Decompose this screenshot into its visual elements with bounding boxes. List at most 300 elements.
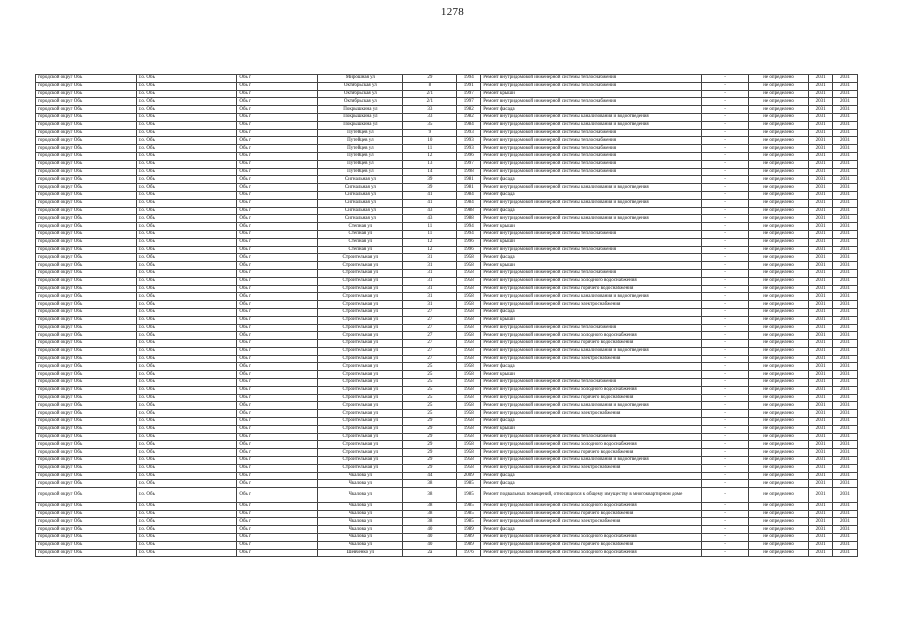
- status-cell: не определено: [748, 433, 808, 441]
- house-number-cell: 31: [403, 262, 457, 270]
- municipality-cell: г.о. Обь: [136, 230, 237, 238]
- year-cell: 1982: [457, 113, 481, 121]
- work-type-cell: Ремонт фасада: [481, 207, 702, 215]
- district-cell: городской округ Обь: [36, 168, 137, 176]
- cost-cell: -: [702, 191, 749, 199]
- house-number-cell: 41: [403, 199, 457, 207]
- year-to-cell: 2031: [833, 480, 858, 488]
- cost-cell: -: [702, 301, 749, 309]
- street-cell: Строительная ул: [318, 285, 403, 293]
- year-to-cell: 2031: [833, 549, 858, 557]
- district-cell: городской округ Обь: [36, 113, 137, 121]
- year-to-cell: 2031: [833, 340, 858, 348]
- district-cell: городской округ Обь: [36, 207, 137, 215]
- work-type-cell: Ремонт крыши: [481, 223, 702, 231]
- year-cell: 1997: [457, 90, 481, 98]
- house-number-cell: 31: [403, 293, 457, 301]
- district-cell: городской округ Обь: [36, 534, 137, 542]
- municipality-cell: г.о. Обь: [136, 347, 237, 355]
- year-from-cell: 2031: [809, 230, 833, 238]
- house-number-cell: 27: [403, 324, 457, 332]
- district-cell: городской округ Обь: [36, 394, 137, 402]
- year-cell: 1958: [457, 433, 481, 441]
- table-row: [36, 129, 858, 137]
- year-to-cell: 2031: [833, 371, 858, 379]
- year-cell: 1985: [457, 510, 481, 518]
- street-cell: Строительная ул: [318, 269, 403, 277]
- table-row: [36, 549, 858, 557]
- year-to-cell: 2031: [833, 410, 858, 418]
- table-row: [36, 176, 858, 184]
- table-row: [36, 480, 858, 488]
- year-from-cell: 2031: [809, 277, 833, 285]
- table-row: [36, 449, 858, 457]
- settlement-cell: Обь г: [237, 518, 318, 526]
- table-row: [36, 394, 858, 402]
- municipality-cell: г.о. Обь: [136, 152, 237, 160]
- status-cell: не определено: [748, 472, 808, 480]
- street-cell: Шевченко ул: [318, 549, 403, 557]
- settlement-cell: Обь г: [237, 199, 318, 207]
- street-cell: Степная ул: [318, 223, 403, 231]
- cost-cell: -: [702, 418, 749, 426]
- municipality-cell: г.о. Обь: [136, 457, 237, 465]
- municipality-cell: г.о. Обь: [136, 98, 237, 106]
- year-cell: 1985: [457, 480, 481, 488]
- year-cell: 1958: [457, 316, 481, 324]
- status-cell: не определено: [748, 332, 808, 340]
- year-cell: 1958: [457, 355, 481, 363]
- district-cell: городской округ Обь: [36, 502, 137, 510]
- year-from-cell: 2031: [809, 518, 833, 526]
- street-cell: Сигнальная ул: [318, 184, 403, 192]
- house-number-cell: 31: [403, 254, 457, 262]
- settlement-cell: Обь г: [237, 82, 318, 90]
- settlement-cell: Обь г: [237, 223, 318, 231]
- house-number-cell: 38: [403, 480, 457, 488]
- district-cell: городской округ Обь: [36, 472, 137, 480]
- municipality-cell: г.о. Обь: [136, 340, 237, 348]
- house-number-cell: 27: [403, 355, 457, 363]
- house-number-cell: 29: [403, 441, 457, 449]
- settlement-cell: Обь г: [237, 541, 318, 549]
- table-row: [36, 534, 858, 542]
- year-from-cell: 2031: [809, 433, 833, 441]
- cost-cell: -: [702, 285, 749, 293]
- settlement-cell: Обь г: [237, 379, 318, 387]
- street-cell: Октябрьская ул: [318, 90, 403, 98]
- year-cell: 1994: [457, 230, 481, 238]
- year-to-cell: 2031: [833, 191, 858, 199]
- table-row: [36, 340, 858, 348]
- cost-cell: -: [702, 230, 749, 238]
- table-row: [36, 191, 858, 199]
- table-row: [36, 262, 858, 270]
- work-type-cell: Ремонт внутридомовой инженерной системы холодного водоснабжения: [481, 332, 702, 340]
- district-cell: городской округ Обь: [36, 308, 137, 316]
- cost-cell: -: [702, 410, 749, 418]
- work-type-cell: Ремонт внутридомовой инженерной системы горячего водоснабжения: [481, 541, 702, 549]
- year-from-cell: 2031: [809, 534, 833, 542]
- year-to-cell: 2031: [833, 386, 858, 394]
- settlement-cell: Обь г: [237, 363, 318, 371]
- municipality-cell: г.о. Обь: [136, 106, 237, 114]
- work-type-cell: Ремонт внутридомовой инженерной системы теплоснабжения: [481, 246, 702, 254]
- street-cell: Степная ул: [318, 246, 403, 254]
- settlement-cell: Обь г: [237, 534, 318, 542]
- status-cell: не определено: [748, 145, 808, 153]
- table-row: [36, 332, 858, 340]
- year-cell: 1981: [457, 176, 481, 184]
- table-row: [36, 371, 858, 379]
- work-type-cell: Ремонт подвальных помещений, относящихся к общему имуществу в многоквартирном доме: [481, 488, 702, 503]
- cost-cell: -: [702, 215, 749, 223]
- settlement-cell: Обь г: [237, 75, 318, 83]
- table-row: [36, 238, 858, 246]
- cost-cell: -: [702, 332, 749, 340]
- cost-cell: -: [702, 75, 749, 83]
- street-cell: Сигнальная ул: [318, 207, 403, 215]
- table-row: [36, 355, 858, 363]
- municipality-cell: г.о. Обь: [136, 379, 237, 387]
- year-from-cell: 2031: [809, 207, 833, 215]
- year-to-cell: 2031: [833, 510, 858, 518]
- house-number-cell: 31: [403, 301, 457, 309]
- work-type-cell: Ремонт внутридомовой инженерной системы канализования и водоотведения: [481, 184, 702, 192]
- table-row: [36, 433, 858, 441]
- status-cell: не определено: [748, 82, 808, 90]
- municipality-cell: г.о. Обь: [136, 262, 237, 270]
- year-from-cell: 2031: [809, 549, 833, 557]
- district-cell: городской округ Обь: [36, 262, 137, 270]
- district-cell: городской округ Обь: [36, 402, 137, 410]
- year-to-cell: 2031: [833, 176, 858, 184]
- work-type-cell: Ремонт внутридомовой инженерной системы канализования и водоотведения: [481, 347, 702, 355]
- cost-cell: -: [702, 254, 749, 262]
- table-row: [36, 106, 858, 114]
- year-from-cell: 2031: [809, 293, 833, 301]
- district-cell: городской округ Обь: [36, 379, 137, 387]
- status-cell: не определено: [748, 316, 808, 324]
- year-to-cell: 2031: [833, 223, 858, 231]
- year-to-cell: 2031: [833, 394, 858, 402]
- year-cell: 1958: [457, 410, 481, 418]
- house-number-cell: 40: [403, 534, 457, 542]
- table-row: [36, 418, 858, 426]
- work-type-cell: Ремонт фасада: [481, 418, 702, 426]
- year-from-cell: 2031: [809, 449, 833, 457]
- year-from-cell: 2031: [809, 394, 833, 402]
- municipality-cell: г.о. Обь: [136, 510, 237, 518]
- municipality-cell: г.о. Обь: [136, 207, 237, 215]
- year-from-cell: 2031: [809, 425, 833, 433]
- year-from-cell: 2031: [809, 363, 833, 371]
- municipality-cell: г.о. Обь: [136, 238, 237, 246]
- table-row: [36, 502, 858, 510]
- house-number-cell: 10: [403, 137, 457, 145]
- street-cell: Сигнальная ул: [318, 215, 403, 223]
- year-cell: 1985: [457, 488, 481, 503]
- table-row: [36, 526, 858, 534]
- year-from-cell: 2031: [809, 418, 833, 426]
- year-cell: 1994: [457, 75, 481, 83]
- year-from-cell: 2031: [809, 82, 833, 90]
- settlement-cell: Обь г: [237, 324, 318, 332]
- settlement-cell: Обь г: [237, 106, 318, 114]
- house-number-cell: 25: [403, 371, 457, 379]
- district-cell: городской округ Обь: [36, 549, 137, 557]
- settlement-cell: Обь г: [237, 332, 318, 340]
- work-type-cell: Ремонт внутридомовой инженерной системы теплоснабжения: [481, 324, 702, 332]
- district-cell: городской округ Обь: [36, 464, 137, 472]
- settlement-cell: Обь г: [237, 402, 318, 410]
- year-from-cell: 2031: [809, 145, 833, 153]
- house-number-cell: 25: [403, 379, 457, 387]
- settlement-cell: Обь г: [237, 449, 318, 457]
- settlement-cell: Обь г: [237, 238, 318, 246]
- status-cell: не определено: [748, 191, 808, 199]
- year-from-cell: 2031: [809, 347, 833, 355]
- street-cell: Путейцев ул: [318, 129, 403, 137]
- municipality-cell: г.о. Обь: [136, 363, 237, 371]
- district-cell: городской округ Обь: [36, 371, 137, 379]
- house-number-cell: 27: [403, 316, 457, 324]
- street-cell: Строительная ул: [318, 308, 403, 316]
- house-number-cell: 25: [403, 394, 457, 402]
- house-number-cell: 40: [403, 526, 457, 534]
- work-type-cell: Ремонт внутридомовой инженерной системы горячего водоснабжения: [481, 340, 702, 348]
- cost-cell: -: [702, 549, 749, 557]
- street-cell: Строительная ул: [318, 332, 403, 340]
- settlement-cell: Обь г: [237, 191, 318, 199]
- status-cell: не определено: [748, 129, 808, 137]
- house-number-cell: 31: [403, 285, 457, 293]
- cost-cell: -: [702, 363, 749, 371]
- year-to-cell: 2031: [833, 488, 858, 503]
- municipality-cell: г.о. Обь: [136, 464, 237, 472]
- year-to-cell: 2031: [833, 541, 858, 549]
- work-type-cell: Ремонт внутридомовой инженерной системы теплоснабжения: [481, 433, 702, 441]
- table-row: [36, 145, 858, 153]
- district-cell: городской округ Обь: [36, 184, 137, 192]
- work-type-cell: Ремонт внутридомовой инженерной системы электроснабжения: [481, 355, 702, 363]
- table-row: [36, 121, 858, 129]
- street-cell: Строительная ул: [318, 433, 403, 441]
- municipality-cell: г.о. Обь: [136, 113, 237, 121]
- year-cell: 1958: [457, 285, 481, 293]
- street-cell: Чкалова ул: [318, 480, 403, 488]
- table-row: [36, 199, 858, 207]
- cost-cell: -: [702, 207, 749, 215]
- street-cell: Покрышкина ул: [318, 106, 403, 114]
- district-cell: городской округ Обь: [36, 316, 137, 324]
- settlement-cell: Обь г: [237, 269, 318, 277]
- table-row: [36, 223, 858, 231]
- cost-cell: -: [702, 488, 749, 503]
- status-cell: не определено: [748, 441, 808, 449]
- status-cell: не определено: [748, 480, 808, 488]
- cost-cell: -: [702, 464, 749, 472]
- house-number-cell: 38: [403, 488, 457, 503]
- status-cell: не определено: [748, 488, 808, 503]
- year-to-cell: 2031: [833, 285, 858, 293]
- status-cell: не определено: [748, 168, 808, 176]
- year-cell: 1989: [457, 541, 481, 549]
- house-number-cell: 27: [403, 308, 457, 316]
- cost-cell: -: [702, 113, 749, 121]
- street-cell: Чкалова ул: [318, 502, 403, 510]
- municipality-cell: г.о. Обь: [136, 129, 237, 137]
- cost-cell: -: [702, 340, 749, 348]
- work-type-cell: Ремонт внутридомовой инженерной системы теплоснабжения: [481, 230, 702, 238]
- year-to-cell: 2031: [833, 355, 858, 363]
- year-from-cell: 2031: [809, 160, 833, 168]
- street-cell: Строительная ул: [318, 301, 403, 309]
- year-cell: 1996: [457, 238, 481, 246]
- street-cell: Покрышкина ул: [318, 121, 403, 129]
- year-from-cell: 2031: [809, 480, 833, 488]
- street-cell: Чкалова ул: [318, 518, 403, 526]
- street-cell: Октябрьская ул: [318, 98, 403, 106]
- work-type-cell: Ремонт фасада: [481, 472, 702, 480]
- year-to-cell: 2031: [833, 152, 858, 160]
- work-type-cell: Ремонт внутридомовой инженерной системы электроснабжения: [481, 464, 702, 472]
- district-cell: городской округ Обь: [36, 425, 137, 433]
- table-row: [36, 207, 858, 215]
- house-number-cell: 33: [403, 113, 457, 121]
- year-to-cell: 2031: [833, 418, 858, 426]
- work-type-cell: Ремонт фасада: [481, 480, 702, 488]
- work-type-cell: Ремонт внутридомовой инженерной системы холодного водоснабжения: [481, 386, 702, 394]
- year-cell: 2009: [457, 472, 481, 480]
- street-cell: Путейцев ул: [318, 160, 403, 168]
- street-cell: Строительная ул: [318, 464, 403, 472]
- year-to-cell: 2031: [833, 254, 858, 262]
- settlement-cell: Обь г: [237, 355, 318, 363]
- district-cell: городской округ Обь: [36, 82, 137, 90]
- year-to-cell: 2031: [833, 363, 858, 371]
- year-cell: 1958: [457, 402, 481, 410]
- cost-cell: -: [702, 152, 749, 160]
- status-cell: не определено: [748, 394, 808, 402]
- year-cell: 1997: [457, 160, 481, 168]
- status-cell: не определено: [748, 293, 808, 301]
- table-row: [36, 113, 858, 121]
- year-cell: 1976: [457, 549, 481, 557]
- status-cell: не определено: [748, 425, 808, 433]
- municipality-cell: г.о. Обь: [136, 246, 237, 254]
- district-cell: городской округ Обь: [36, 129, 137, 137]
- year-cell: 1984: [457, 191, 481, 199]
- settlement-cell: Обь г: [237, 301, 318, 309]
- year-to-cell: 2031: [833, 269, 858, 277]
- year-from-cell: 2031: [809, 75, 833, 83]
- cost-cell: -: [702, 184, 749, 192]
- house-number-cell: 43: [403, 215, 457, 223]
- district-cell: городской округ Обь: [36, 510, 137, 518]
- street-cell: Чкалова ул: [318, 510, 403, 518]
- street-cell: Строительная ул: [318, 340, 403, 348]
- district-cell: городской округ Обь: [36, 363, 137, 371]
- district-cell: городской округ Обь: [36, 199, 137, 207]
- cost-cell: -: [702, 371, 749, 379]
- street-cell: Чкалова ул: [318, 534, 403, 542]
- cost-cell: -: [702, 160, 749, 168]
- cost-cell: -: [702, 510, 749, 518]
- municipality-cell: г.о. Обь: [136, 316, 237, 324]
- year-from-cell: 2031: [809, 106, 833, 114]
- work-type-cell: Ремонт внутридомовой инженерной системы теплоснабжения: [481, 129, 702, 137]
- status-cell: не определено: [748, 262, 808, 270]
- status-cell: не определено: [748, 502, 808, 510]
- year-from-cell: 2031: [809, 488, 833, 503]
- year-to-cell: 2031: [833, 168, 858, 176]
- municipality-cell: г.о. Обь: [136, 402, 237, 410]
- house-number-cell: 38: [403, 502, 457, 510]
- cost-cell: -: [702, 106, 749, 114]
- year-cell: 1958: [457, 277, 481, 285]
- year-to-cell: 2031: [833, 246, 858, 254]
- year-cell: 1993: [457, 137, 481, 145]
- house-number-cell: 2/1: [403, 90, 457, 98]
- year-to-cell: 2031: [833, 324, 858, 332]
- house-number-cell: 31: [403, 269, 457, 277]
- status-cell: не определено: [748, 152, 808, 160]
- settlement-cell: Обь г: [237, 386, 318, 394]
- status-cell: не определено: [748, 324, 808, 332]
- year-cell: 1993: [457, 129, 481, 137]
- settlement-cell: Обь г: [237, 340, 318, 348]
- district-cell: городской округ Обь: [36, 340, 137, 348]
- year-cell: 1985: [457, 502, 481, 510]
- settlement-cell: Обь г: [237, 246, 318, 254]
- year-to-cell: 2031: [833, 121, 858, 129]
- year-cell: 1996: [457, 152, 481, 160]
- municipality-cell: г.о. Обь: [136, 386, 237, 394]
- status-cell: не определено: [748, 363, 808, 371]
- street-cell: Путейцев ул: [318, 145, 403, 153]
- status-cell: не определено: [748, 541, 808, 549]
- year-from-cell: 2031: [809, 502, 833, 510]
- year-to-cell: 2031: [833, 332, 858, 340]
- status-cell: не определено: [748, 418, 808, 426]
- cost-cell: -: [702, 168, 749, 176]
- status-cell: не определено: [748, 75, 808, 83]
- year-from-cell: 2031: [809, 410, 833, 418]
- settlement-cell: Обь г: [237, 441, 318, 449]
- year-cell: 1958: [457, 269, 481, 277]
- table-row: [36, 363, 858, 371]
- status-cell: не определено: [748, 106, 808, 114]
- table-row: [36, 293, 858, 301]
- district-cell: городской округ Обь: [36, 191, 137, 199]
- district-cell: городской округ Обь: [36, 324, 137, 332]
- cost-cell: -: [702, 238, 749, 246]
- year-cell: 1958: [457, 324, 481, 332]
- status-cell: не определено: [748, 238, 808, 246]
- table-row: [36, 75, 858, 83]
- work-type-cell: Ремонт внутридомовой инженерной системы горячего водоснабжения: [481, 394, 702, 402]
- work-type-cell: Ремонт фасада: [481, 308, 702, 316]
- street-cell: Строительная ул: [318, 316, 403, 324]
- year-to-cell: 2031: [833, 526, 858, 534]
- work-type-cell: Ремонт внутридомовой инженерной системы канализования и водоотведения: [481, 215, 702, 223]
- table-row: [36, 347, 858, 355]
- work-type-cell: Ремонт фасада: [481, 526, 702, 534]
- table-row: [36, 254, 858, 262]
- municipality-cell: г.о. Обь: [136, 332, 237, 340]
- cost-cell: -: [702, 379, 749, 387]
